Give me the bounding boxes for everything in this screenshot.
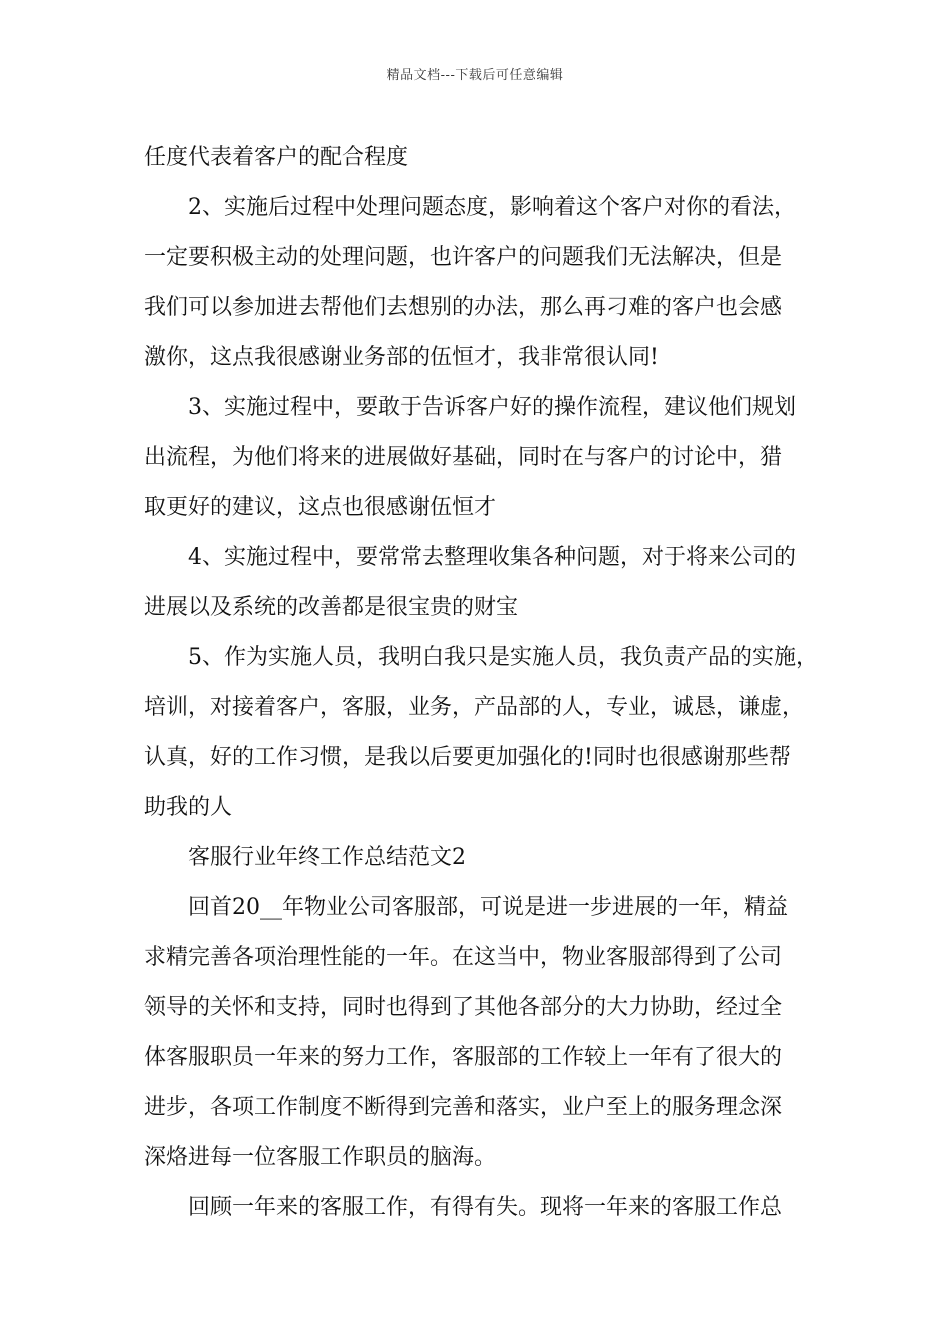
paragraph-line: 助我的人	[144, 795, 233, 820]
paragraph-line: 3、实施过程中，要敢于告诉客户好的操作流程，建议他们规划	[188, 395, 796, 420]
page-header: 精品文档---下载后可任意编辑	[386, 68, 564, 83]
paragraph-line: 一定要积极主动的处理问题，也许客户的问题我们无法解决，但是	[144, 245, 783, 270]
paragraph-line: 求精完善各项治理性能的一年。在这当中，物业客服部得到了公司	[144, 945, 783, 970]
paragraph-line: 2、实施后过程中处理问题态度，影响着这个客户对你的看法，	[188, 195, 796, 220]
paragraph-line: 取更好的建议，这点也很感谢伍恒才	[144, 495, 497, 520]
paragraph-line: 深烙进每一位客服工作职员的脑海。	[144, 1145, 497, 1170]
paragraph-line: 领导的关怀和支持，同时也得到了其他各部分的大力协助，经过全	[144, 995, 783, 1020]
paragraph-line: 回首20__年物业公司客服部，可说是进一步进展的一年，精益	[188, 895, 788, 920]
paragraph-line: 体客服职员一年来的努力工作，客服部的工作较上一年有了很大的	[144, 1045, 783, 1070]
paragraph-line: 4、实施过程中，要常常去整理收集各种问题，对于将来公司的	[188, 545, 796, 570]
paragraph-line: 任度代表着客户的配合程度	[144, 145, 409, 170]
paragraph-line: 激你，这点我很感谢业务部的伍恒才，我非常很认同!	[144, 345, 659, 370]
paragraph-line: 培训，对接着客户，客服，业务，产品部的人，专业，诚恳，谦虚，	[144, 695, 805, 720]
paragraph-line: 回顾一年来的客服工作，有得有失。现将一年来的客服工作总	[188, 1195, 783, 1220]
section-heading: 客服行业年终工作总结范文2	[188, 845, 466, 870]
paragraph-line: 出流程，为他们将来的进展做好基础，同时在与客户的讨论中，猎	[144, 445, 783, 470]
document-body	[144, 133, 816, 1233]
paragraph-line: 我们可以参加进去帮他们去想别的办法，那么再刁难的客户也会感	[144, 295, 783, 320]
paragraph-line: 进展以及系统的改善都是很宝贵的财宝	[144, 595, 519, 620]
paragraph-line: 进步，各项工作制度不断得到完善和落实，业户至上的服务理念深	[144, 1095, 783, 1120]
paragraph-line: 5、作为实施人员，我明白我只是实施人员，我负责产品的实施，	[188, 645, 818, 670]
paragraph-line: 认真，好的工作习惯，是我以后要更加强化的!同时也很感谢那些帮	[144, 745, 791, 770]
